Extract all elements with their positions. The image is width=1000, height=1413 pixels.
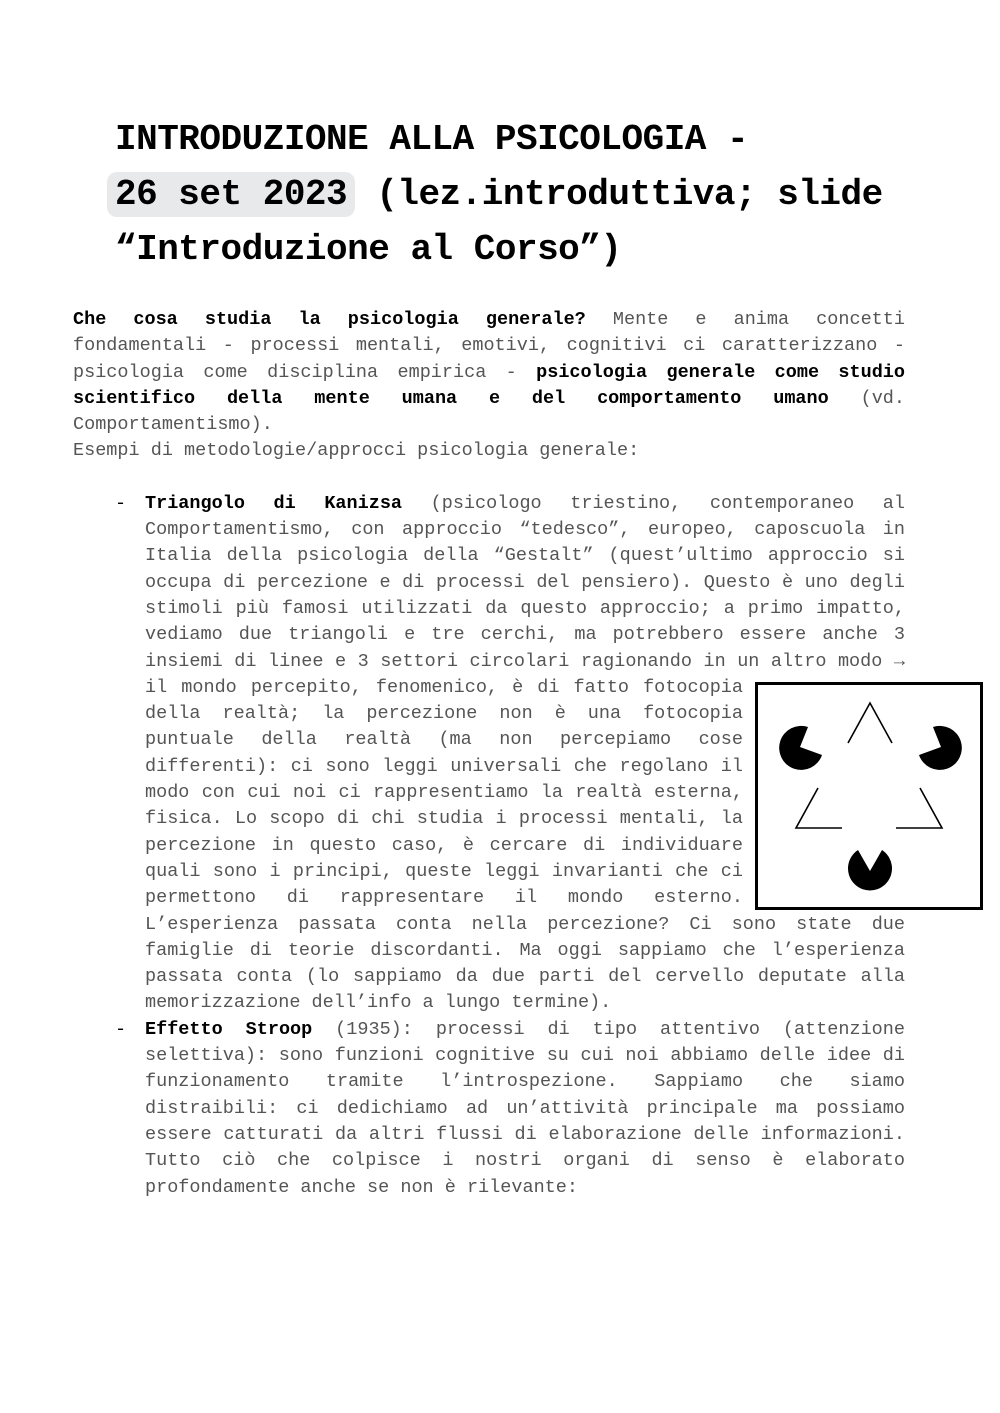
triangle-apex-top [848,703,892,743]
intro-question-text: Mente e anima concetti fondamentali - processi mentali, emotivi, cognitivi ci caratterizzano - psicologia come disciplina empirica - [73,309,905,383]
examples-line: Esempi di metodologie/approcci psicologia generale: [73,440,640,462]
stroop-title: Effetto Stroop [145,1018,313,1040]
triangle-corner-right [896,788,942,828]
list-item-kanizsa [115,491,905,1017]
kanizsa-text-after: il mondo percepito, fenomenico, è di fatto fotocopia della realtà; la percezione non è una fotocopia puntuale della realtà (ma non percepiamo cose differenti): ci sono leggi universali che regolano il modo con cui noi ci rappresentiamo la realtà esterna, fisica. Lo scopo di chi studia i processi mentali, la percezione in questo caso, è cercare di individuare quali sono i principi, queste leggi invarianti che ci permettono di rappresentare il mondo esterno. L’esperienza passata conta nella percezione? Ci sono state due famiglie di teorie discordanti. Ma oggi sappiamo che l’esperienza passata conta (lo sappiamo da due parti del cervello deputate alla memorizzazione dell’info a lungo termine). [145,676,905,1014]
pacman-bottom [848,850,892,890]
title-line-1: INTRODUZIONE ALLA PSICOLOGIA - [115,119,749,160]
kanizsa-figure [755,682,983,910]
intro-question: Che cosa studia la psicologia generale? [73,309,586,330]
pacman-top-left [779,726,822,770]
list-bullet: - [115,1018,127,1040]
page-title [115,112,895,277]
kanizsa-title: Triangolo di Kanizsa [145,492,403,514]
list-bullet: - [115,492,127,514]
intro-definition: psicologia generale come studio scientifico della mente umana e del comportamento umano [73,361,906,409]
examples-list [73,491,905,1201]
stroop-text: (1935): processi di tipo attentivo (attenzione selettiva): sono funzioni cognitive su cui noi abbiamo delle idee di funzionamento tramite l’introspezione. Sappiamo che siamo distraibili: ci dedichiamo ad un’attività principale ma possiamo essere catturati da altri flussi di elaborazione delle informazioni. Tutto ciò che colpisce i nostri organi di senso è elaborato profondamente anche se non è rilevante: [145,1018,905,1198]
pacman-top-right [919,726,962,770]
intro-definition-tail: (vd. Comportamentismo). [73,387,905,436]
intro-paragraph [73,307,905,438]
triangle-corner-left [796,788,842,828]
list-item-stroop [115,1017,905,1201]
document-body [73,307,905,1201]
date-chip[interactable]: 26 set 2023 [107,172,355,217]
kanizsa-triangle-icon [758,685,980,907]
title-line-rest: (lez.introduttiva; slide “Introduzione al Corso”) [115,174,883,270]
kanizsa-text-before: (psicologo triestino, contemporaneo al Comportamentismo, con approccio “tedesco”, europeo, caposcuola in Italia della psicologia della “Gestalt” (quest’ultimo approccio si occupa di percezione e di processi del pensiero). Questo è uno degli stimoli più famosi utilizzati da questo approccio; a primo impatto, vediamo due triangoli e tre cerchi, ma potrebbero essere anche 3 insiemi di linee e 3 settori circolari ragionando in un altro modo → [145,492,905,672]
